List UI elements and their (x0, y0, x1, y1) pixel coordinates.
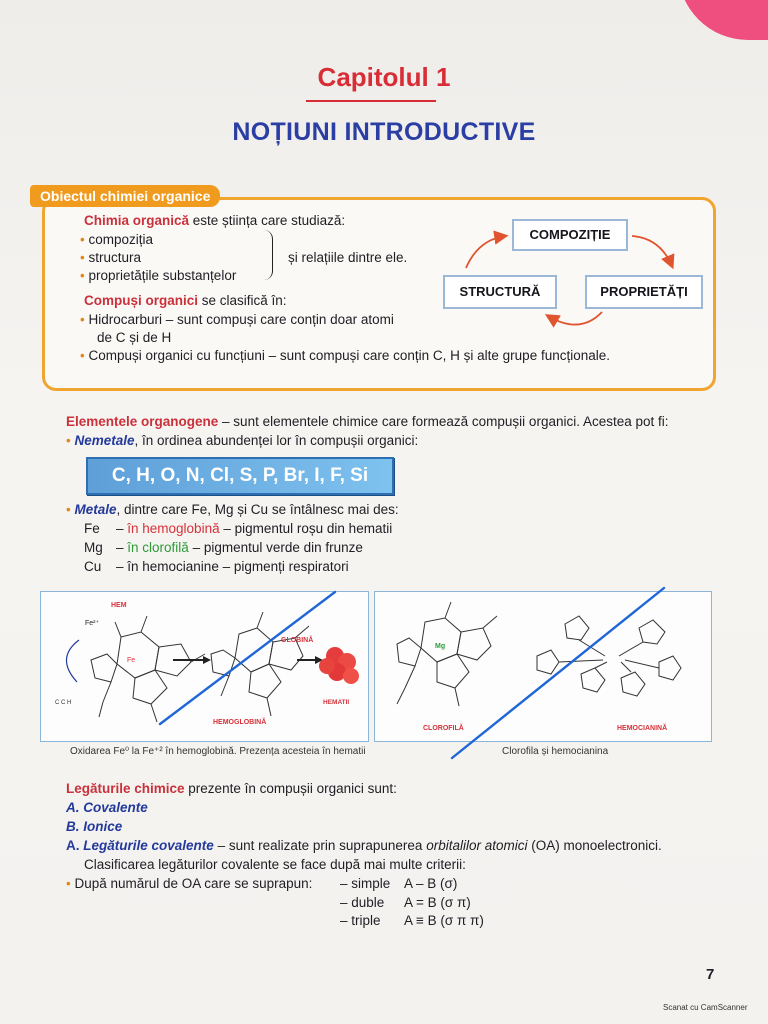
figure-caption-left: Oxidarea Fe⁰ la Fe⁺² în hemoglobină. Prezența acesteia în hematii (70, 746, 366, 757)
pen-stroke-left (160, 592, 335, 724)
label-cch: C C H (55, 700, 72, 706)
classification-text: Clasificarea legăturilor covalente se face după mai multe criterii: (84, 857, 466, 872)
label-globina: GLOBINĂ (281, 637, 314, 644)
bond-type-a: A. Covalente (66, 800, 148, 815)
node-compozitie: COMPOZIȚIE (512, 219, 628, 251)
covalent-line: A. Legăturile covalente – sunt realizate prin suprapunerea orbitalilor atomici (OA) monoelectronici. (66, 838, 662, 853)
label-hemoglobina: HEMOGLOBINĂ (213, 719, 267, 726)
scanner-watermark: Scanat cu CamScanner (663, 1003, 748, 1012)
figure-caption-right: Clorofila și hemocianina (502, 746, 609, 757)
list-item: • proprietățile substanțelor (80, 268, 237, 283)
section-tab: Obiectul chimiei organice (30, 185, 220, 207)
label-hemocianina: HEMOCIANINĂ (617, 725, 668, 732)
list-item: • Compuși organici cu funcțiuni – sunt compuși care conțin C, H și alte grupe funcționale. (80, 348, 611, 363)
metal-row: Fe – în hemoglobină – pigmentul roșu din hematii (84, 521, 393, 536)
definition-line: Chimia organică este știința care studiază: (84, 213, 346, 228)
bond-double: – duble A = B (σ π) (340, 895, 471, 910)
bond-triple: – triple A ≡ B (σ π π) (340, 913, 484, 928)
metal-row: Mg – în clorofilă – pigmentul verde din frunze (84, 540, 363, 555)
nonmetal-line: • Nemetale, în ordinea abundenței lor în compușii organici: (66, 433, 419, 448)
page-title: NOȚIUNI INTRODUCTIVE (232, 118, 536, 146)
label-clorofila: CLOROFILĂ (423, 725, 464, 732)
label-fe: Fe (127, 657, 136, 664)
pen-stroke-right (452, 588, 664, 758)
page-number: 7 (706, 966, 715, 983)
list-item: • Hidrocarburi – sunt compuși care conțin doar atomi (80, 312, 394, 327)
list-item: • structura (80, 250, 142, 265)
label-hematii: HEMATII (323, 699, 350, 706)
metal-line: • Metale, dintre care Fe, Mg și Cu se întâlnesc mai des: (66, 502, 399, 517)
list-item-continuation: de C și de H (97, 330, 172, 345)
node-proprietati: PROPRIETĂȚI (585, 275, 703, 309)
relation-text: și relațiile dintre ele. (288, 250, 408, 265)
classification-line: Compuși organici se clasifică în: (84, 293, 287, 308)
label-mg: Mg (435, 643, 446, 650)
chapter-heading: Capitolul 1 (317, 62, 451, 92)
elements-banner: C, H, O, N, Cl, S, P, Br, I, F, Si (86, 457, 394, 495)
list-item: • compoziția (80, 232, 154, 247)
bond-type-b: B. Ionice (66, 819, 123, 834)
label-hem: HEM (111, 602, 127, 609)
organogen-line: Elementele organogene – sunt elementele chimice care formează compușii organici. Acestea pot fi: (66, 414, 669, 429)
bond-simple: – simple A – B (σ) (340, 876, 458, 891)
metal-row: Cu – în hemocianine – pigmenți respiratori (84, 559, 349, 574)
criterion-line: • După numărul de OA care se suprapun: (66, 876, 313, 891)
node-structura: STRUCTURĂ (443, 275, 557, 309)
bonds-line: Legăturile chimice prezente în compușii organici sunt: (66, 781, 397, 796)
label-fe2: Fe²⁺ (85, 620, 100, 627)
